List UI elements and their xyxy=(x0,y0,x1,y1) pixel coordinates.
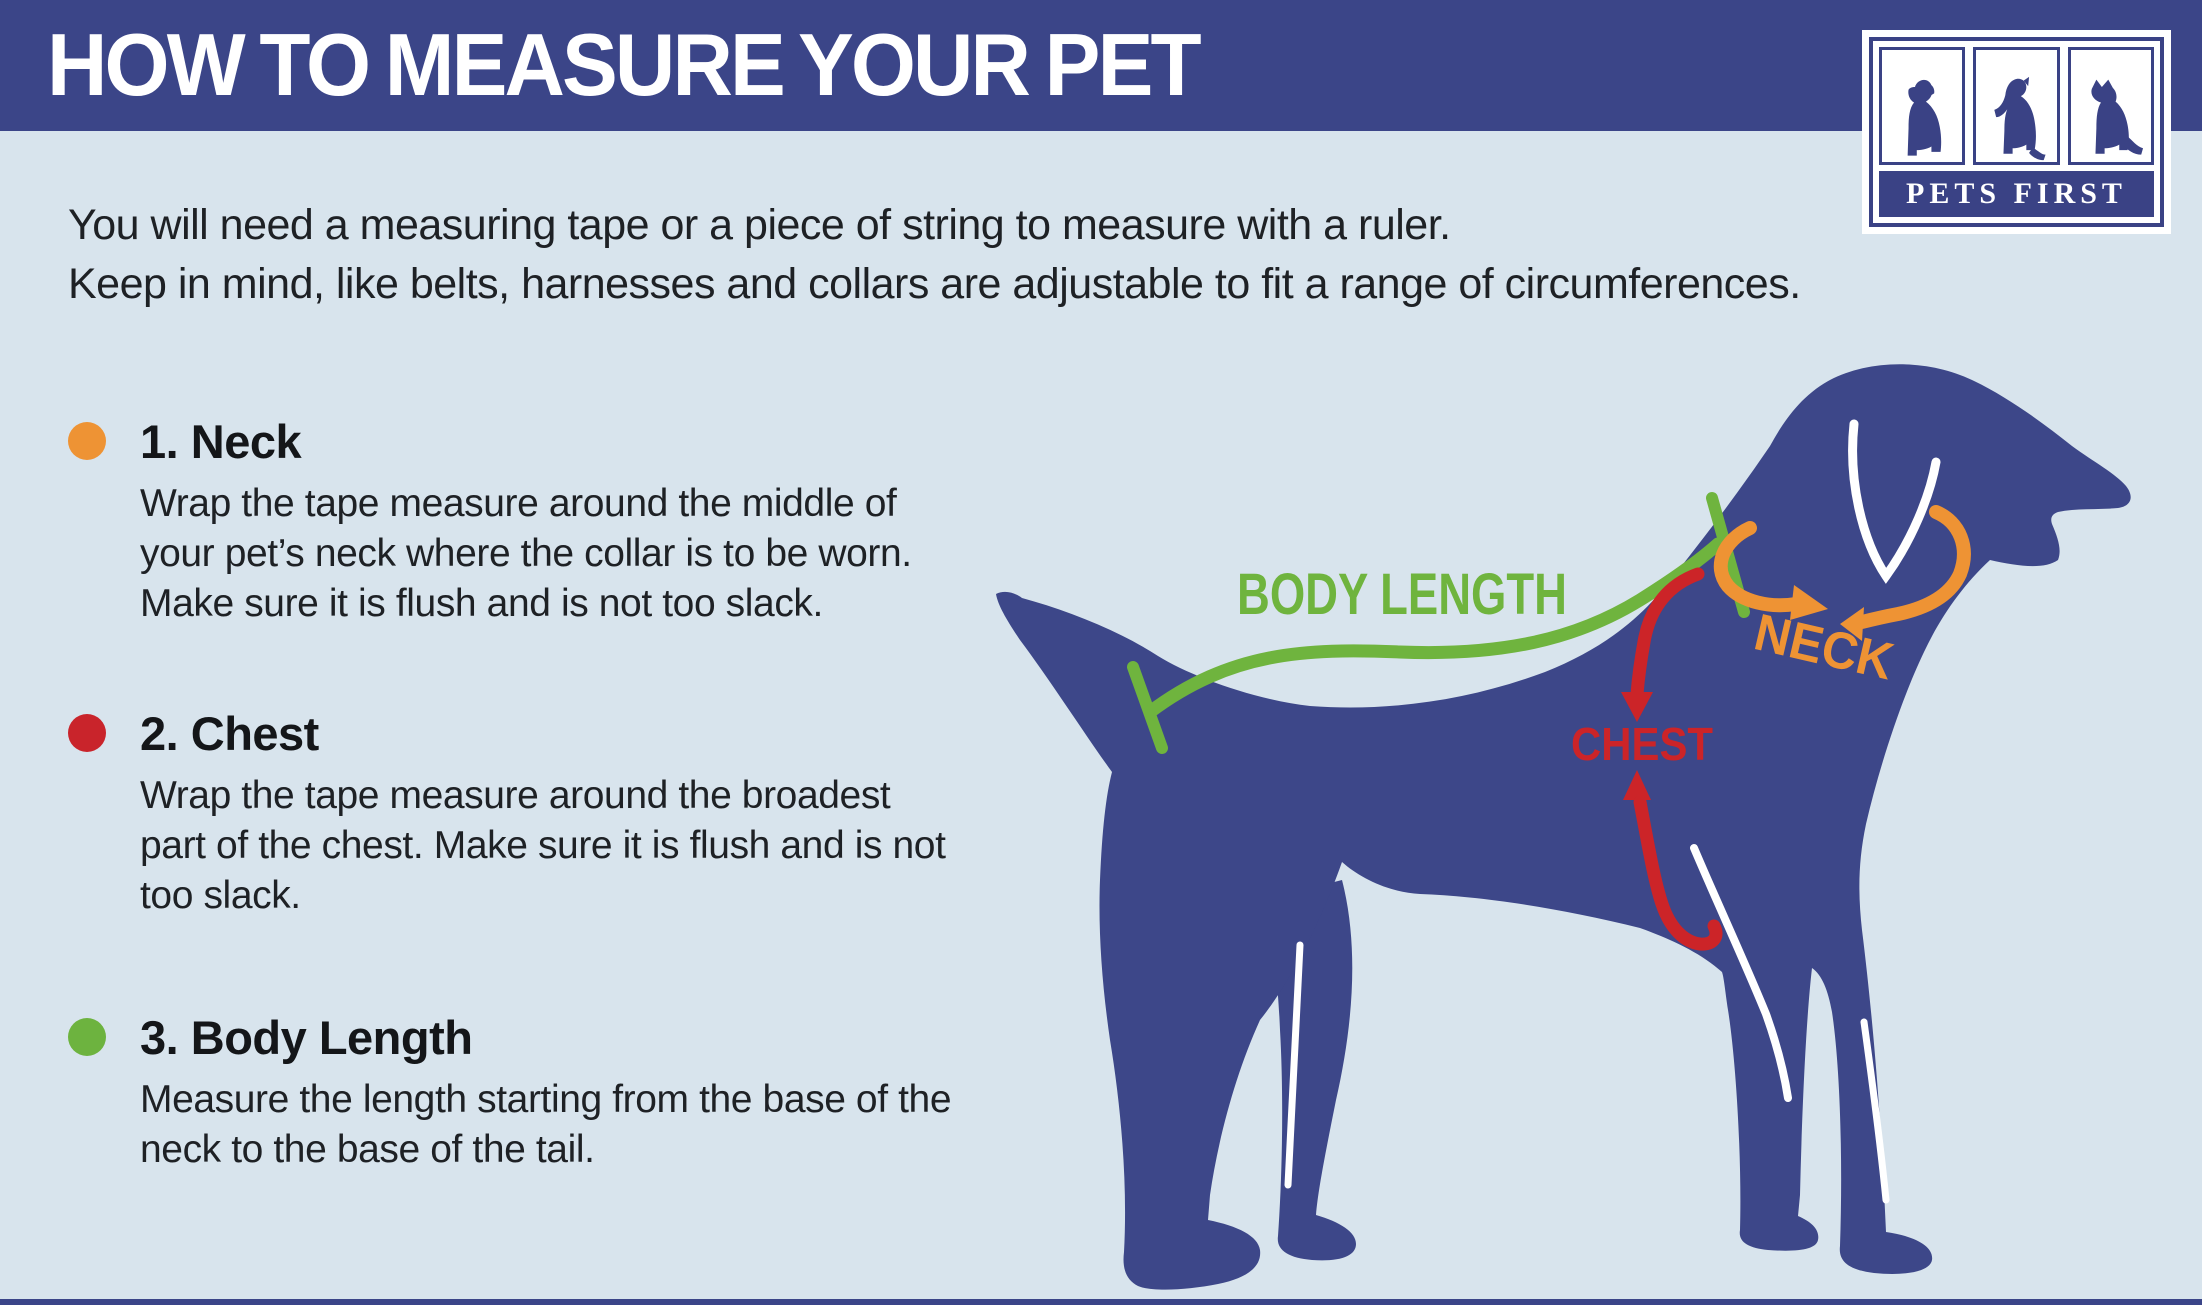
step-chest-line-3: too slack. xyxy=(140,874,301,917)
pets-first-logo xyxy=(1862,30,2171,234)
chest-label: CHEST xyxy=(1571,718,1713,770)
step-chest-line-2: part of the chest. Make sure it is flush and is not xyxy=(140,824,946,867)
page-title: HOW TO MEASURE YOUR PET xyxy=(47,15,1199,114)
logo-dog-3-frame xyxy=(2068,47,2154,165)
logo-dog-frames xyxy=(1879,47,2154,165)
step-chest-heading: 2. Chest xyxy=(140,707,319,760)
intro-line-2: Keep in mind, like belts, harnesses and collars are adjustable to fit a range of circumferences. xyxy=(68,260,1801,308)
step-neck-line-3: Make sure it is flush and is not too slack. xyxy=(140,582,823,625)
shepherd-dog-icon xyxy=(2079,76,2143,162)
dog-silhouette xyxy=(996,364,2131,1289)
sitting-dog-icon xyxy=(1893,76,1952,162)
intro-line-1: You will need a measuring tape or a piece of string to measure with a ruler. xyxy=(68,201,1451,249)
step-body-length-line-1: Measure the length starting from the base of the xyxy=(140,1078,952,1121)
logo-inner-frame xyxy=(1869,37,2164,227)
logo-dog-2-frame xyxy=(1973,47,2059,165)
bottom-accent-strip xyxy=(0,1299,2202,1305)
step-neck-line-1: Wrap the tape measure around the middle of xyxy=(140,482,897,525)
step-chest-line-1: Wrap the tape measure around the broadest xyxy=(140,774,891,817)
body-length-label: BODY LENGTH xyxy=(1237,562,1567,627)
begging-dog-icon xyxy=(1987,76,2046,162)
step-body-length-heading: 3. Body Length xyxy=(140,1011,473,1064)
logo-wordmark: PETS FIRST xyxy=(1879,171,2154,217)
step-body-length-line-2: neck to the base of the tail. xyxy=(140,1128,595,1171)
step-neck-line-2: your pet’s neck where the collar is to be worn. xyxy=(140,532,912,575)
logo-dog-1-frame xyxy=(1879,47,1965,165)
step-neck-heading: 1. Neck xyxy=(140,415,302,468)
neck-label: NECK xyxy=(1749,603,1906,694)
